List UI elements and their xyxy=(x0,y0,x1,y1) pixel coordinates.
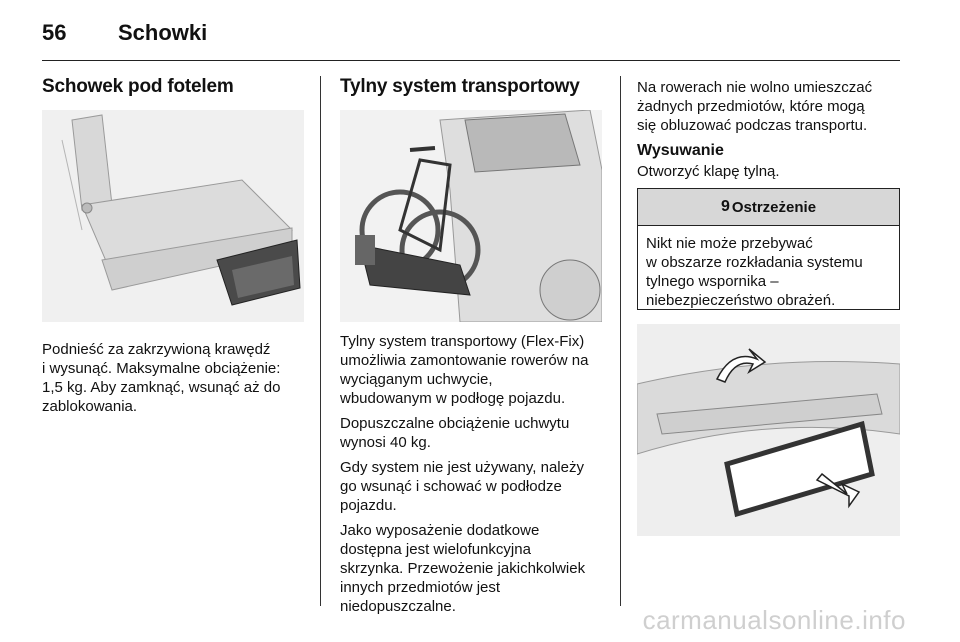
paragraph-line: innych przedmiotów jest xyxy=(340,579,501,596)
paragraph-line: Gdy system nie jest używany, należy xyxy=(340,459,584,476)
paragraph-line: się obluzować podczas transportu. xyxy=(637,117,868,134)
chapter-title: Schowki xyxy=(118,20,208,45)
subheading-extending: Wysuwanie xyxy=(637,142,724,159)
carrier-extension-illustration xyxy=(637,324,900,536)
warning-line: w obszarze rozkładania systemu xyxy=(646,254,863,271)
paragraph-line: skrzynka. Przewożenie jakichkolwiek xyxy=(340,560,586,577)
seat-drawer-illustration xyxy=(42,110,304,322)
paragraph-line: Tylny system transportowy (Flex-Fix) xyxy=(340,333,585,350)
column-divider-2 xyxy=(620,76,621,606)
section-heading-seat-storage: Schowek pod fotelem xyxy=(42,76,234,97)
column-rear-carrier xyxy=(340,76,602,615)
paragraph-line: go wsunąć i schować w podłodze xyxy=(340,478,562,495)
warning-line: tylnego wspornika – xyxy=(646,273,779,290)
rear-carrier-text xyxy=(340,332,588,616)
paragraph-line: Na rowerach nie wolno umieszczać xyxy=(637,79,873,96)
warning-triangle-icon: 9 xyxy=(720,198,730,215)
paragraph-line: wyciąganym uchwycie, xyxy=(340,371,493,388)
paragraph-line: dostępna jest wielofunkcyjna xyxy=(340,541,531,558)
page-header xyxy=(42,20,900,60)
paragraph-line: Jako wyposażenie dodatkowe xyxy=(340,522,540,539)
step-open-tailgate: Otworzyć klapę tylną. xyxy=(637,163,780,180)
paragraph-line: wynosi 40 kg. xyxy=(340,434,431,451)
watermark: carmanualsonline.info xyxy=(642,605,906,635)
warning-title: Ostrzeżenie xyxy=(731,198,817,216)
warning-line: Nikt nie może przebywać xyxy=(646,235,813,252)
paragraph-line: zablokowania. xyxy=(42,398,138,415)
section-heading-rear-carrier: Tylny system transportowy xyxy=(340,76,580,97)
header-divider xyxy=(42,60,900,61)
column-divider-1 xyxy=(320,76,321,606)
intro-text xyxy=(637,78,872,135)
warning-body xyxy=(638,226,899,318)
column-seat-storage xyxy=(42,76,304,415)
page-number: 56 xyxy=(42,20,67,45)
paragraph-line: Podnieść za zakrzywioną krawędź xyxy=(42,341,271,358)
paragraph-line: i wysunąć. Maksymalne obciążenie: xyxy=(42,360,281,377)
seat-storage-text xyxy=(42,340,280,416)
bike-carrier-illustration xyxy=(340,110,602,322)
paragraph-line: żadnych przedmiotów, które mogą xyxy=(637,98,865,115)
paragraph-line: niedopuszczalne. xyxy=(340,598,456,615)
paragraph-line: umożliwia zamontowanie rowerów na xyxy=(340,352,589,369)
warning-box xyxy=(637,188,900,310)
warning-header xyxy=(638,189,899,226)
paragraph-line: Dopuszczalne obciążenie uchwytu xyxy=(340,415,570,432)
paragraph-line: 1,5 kg. Aby zamknąć, wsunąć aż do xyxy=(42,379,281,396)
warning-line: niebezpieczeństwo obrażeń. xyxy=(646,292,836,309)
paragraph-line: pojazdu. xyxy=(340,497,397,514)
paragraph-line: wbudowanym w podłogę pojazdu. xyxy=(340,390,566,407)
